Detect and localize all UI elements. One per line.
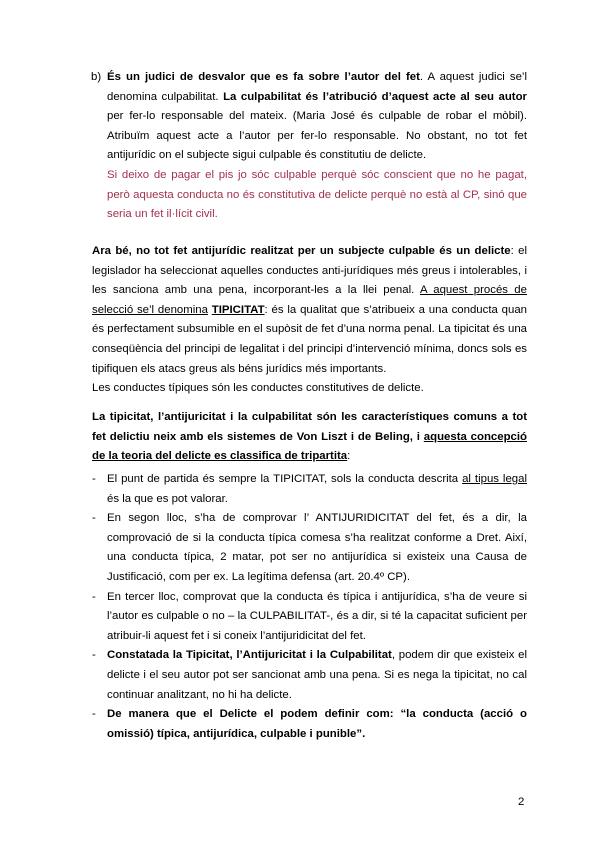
- list-item: - El punt de partida és sempre la TIPICITAT, sols la conducta descrita al tipus legal és la que es pot valorar.: [92, 473, 527, 505]
- example-note: Si deixo de pagar el pis jo sóc culpable perquè sóc conscient que no he pagat, però aquesta conducta no és constitutiva de delicte perquè no està al CP, sinó que seria un fet il·lícit civil.: [107, 168, 527, 221]
- list-item: - Constatada la Tipicitat, l’Antijuricitat i la Culpabilitat, podem dir que existeix el delicte i el seu autor pot ser sancionat amb una pena. Si es nega la tipicitat, no cal continuar analitzant, no hi ha delicte.: [92, 649, 528, 701]
- item-b-bold-lead: És un judici de desvalor que es fa sobre l’autor del fet: [107, 71, 420, 83]
- list-marker-b: b): [91, 71, 102, 83]
- paragraph-tipicitat: Ara bé, no tot fet antijurídic realitzat per un subjecte culpable és un delicte: el legislador ha seleccionat aquelles conductes anti-jurídiques més greus i intolerables, i les sanciona amb una pena, incorporant-les a la llei penal. A aquest procés de selecció se’l denomina TIPICITAT: és la qualitat que s’atribueix a una conducta quan és perfectament subsumible en el supòsit de fet d’una norma penal. La tipicitat és una conseqüència del principi de legalitat i del principi d’intervenció mínima, doncs sols es tipifiquen els atacs greus als béns jurídics més importants. Les conductes típiques són les conductes constitutives de delicte.: [92, 242, 527, 399]
- paragraph-item-b: És un judici de desvalor que es fa sobre l’autor del fet. A aquest judici se’l denomina culpabilitat. La culpabilitat és l’atribució d’aquest acte al seu autor per fer-lo responsable del mateix. (Maria José és culpable de robar el mòbil). Atribuïm aquest acte a l’autor per fer-lo responsable. No obstant, no tot fet antijurídic on el subjecte sigui culpable és constitutiu de delicte. Si deixo de pagar el pis jo sóc culpable perquè sóc conscient que no he pagat, però aquesta conducta no és constitutiva de delicte perquè no està al CP, sinó que seria un fet il·lícit civil.: [107, 68, 527, 225]
- dash-list: [92, 470, 527, 744]
- tipicitat-term: TIPICITAT: [211, 303, 265, 316]
- item-b-bold-definition: La culpabilitat és l’atribució d’aquest acte al seu autor: [223, 90, 527, 103]
- list-item: - De manera que el Delicte el podem definir com: “la conducta (acció o omissió) típica, antijurídica, culpable i punible”.: [92, 708, 527, 740]
- conductes-tipiques-line: Les conductes típiques són les conductes constitutives de delicte.: [92, 382, 424, 395]
- list-item: - En segon lloc, s’ha de comprovar l’ ANTIJURIDICITAT del fet, és a dir, la comprovació de si la conducta típica comesa s’ha realitzat conforme a Dret. Així, una conducta típica, 2 matar, pot ser no antijurídica si existeix una Causa de Justificació, com per ex. La legítima defensa (art. 20.4º CP).: [92, 512, 527, 583]
- paragraph-tripartita: La tipicitat, l’antijuricitat i la culpabilitat són les característiques comuns a tot fet delictiu neix amb els sistemes de Von Liszt i de Beling, i aquesta concepció de la teoria del delicte es classifica de tripartita:: [92, 411, 527, 463]
- page-number: 2: [518, 796, 525, 808]
- list-item: - En tercer lloc, comprovat que la conducta és típica i antijurídica, s’ha de veure si l’autor es culpable o no – la CULPABILITAT-, és a dir, si té la capacitat suficient per atribuir-li aquest fet i si coneix l’antijuridicitat del fet.: [92, 590, 527, 642]
